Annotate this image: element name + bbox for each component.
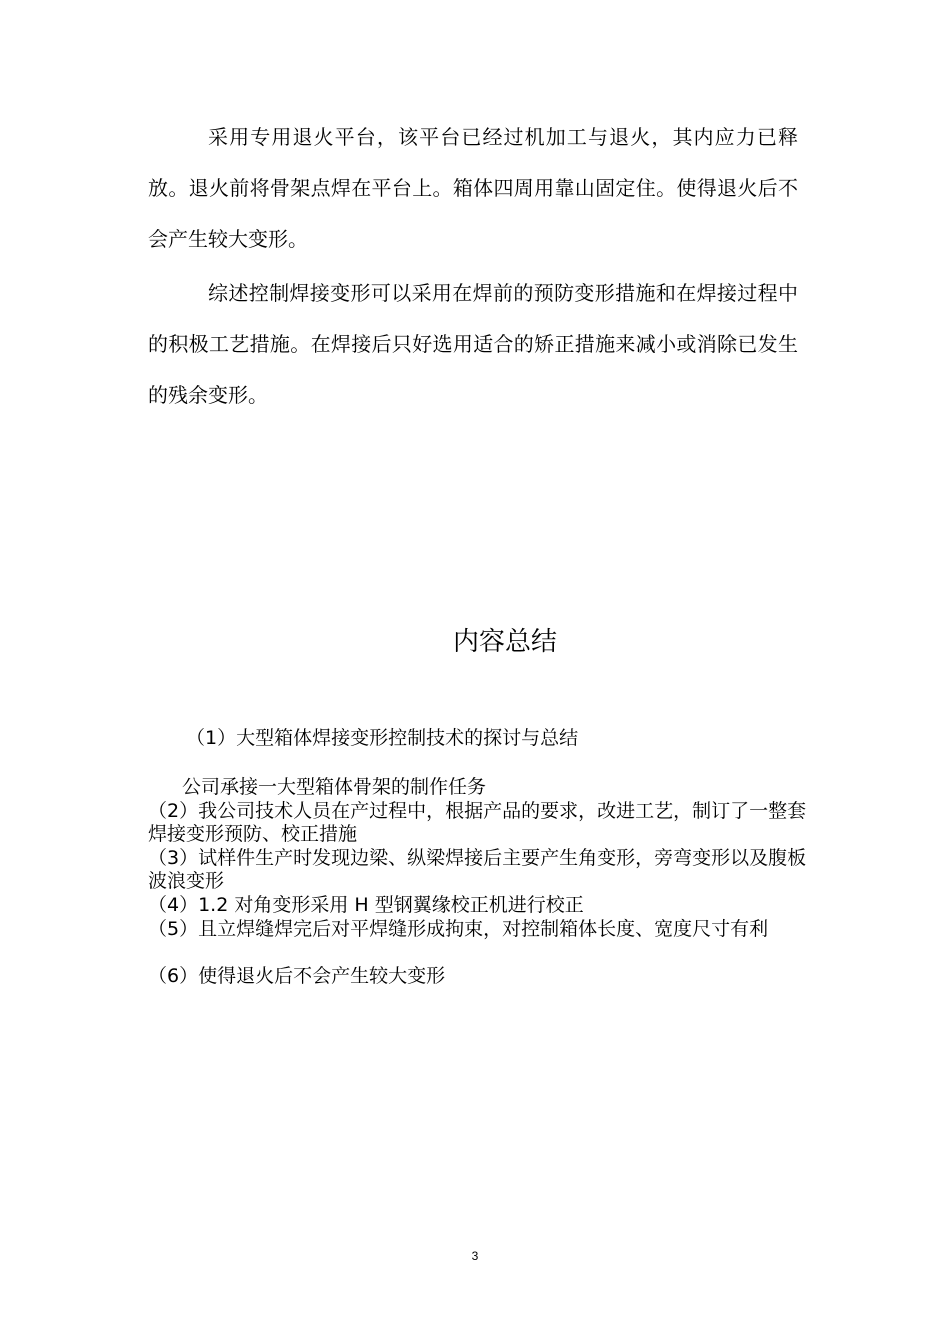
summary-item-4: （4）1.2 对角变形采用 H 型钢翼缘校正机进行校正 [148, 894, 584, 916]
summary-item-2: （2）我公司技术人员在产过程中，根据产品的要求，改进工艺，制订了一整套焊接变形预防、校正措施 [148, 800, 807, 845]
summary-item-1: （1）大型箱体焊接变形控制技术的探讨与总结 [186, 727, 579, 749]
summary-item-5: （5）且立焊缝焊完后对平焊缝形成拘束，对控制箱体长度、宽度尺寸有利 [148, 918, 769, 940]
summary-intro: 公司承接一大型箱体骨架的制作任务 [182, 776, 487, 798]
body-paragraph-summary-measures: 综述控制焊接变形可以采用在焊前的预防变形措施和在焊接过程中的积极工艺措施。在焊接后只好选用适合的矫正措施来减小或消除已发生的残余变形。 [148, 281, 798, 407]
page-number: 3 [471, 1249, 479, 1263]
summary-title: 内容总结 [452, 627, 557, 657]
body-paragraph-annealing: 采用专用退火平台，该平台已经过机加工与退火，其内应力已释放。退火前将骨架点焊在平台上。箱体四周用靠山固定住。使得退火后不会产生较大变形。 [148, 125, 798, 251]
summary-item-6: （6）使得退火后不会产生较大变形 [148, 965, 446, 987]
summary-item-3: （3）试样件生产时发现边梁、纵梁焊接后主要产生角变形，旁弯变形以及腹板波浪变形 [148, 847, 807, 892]
